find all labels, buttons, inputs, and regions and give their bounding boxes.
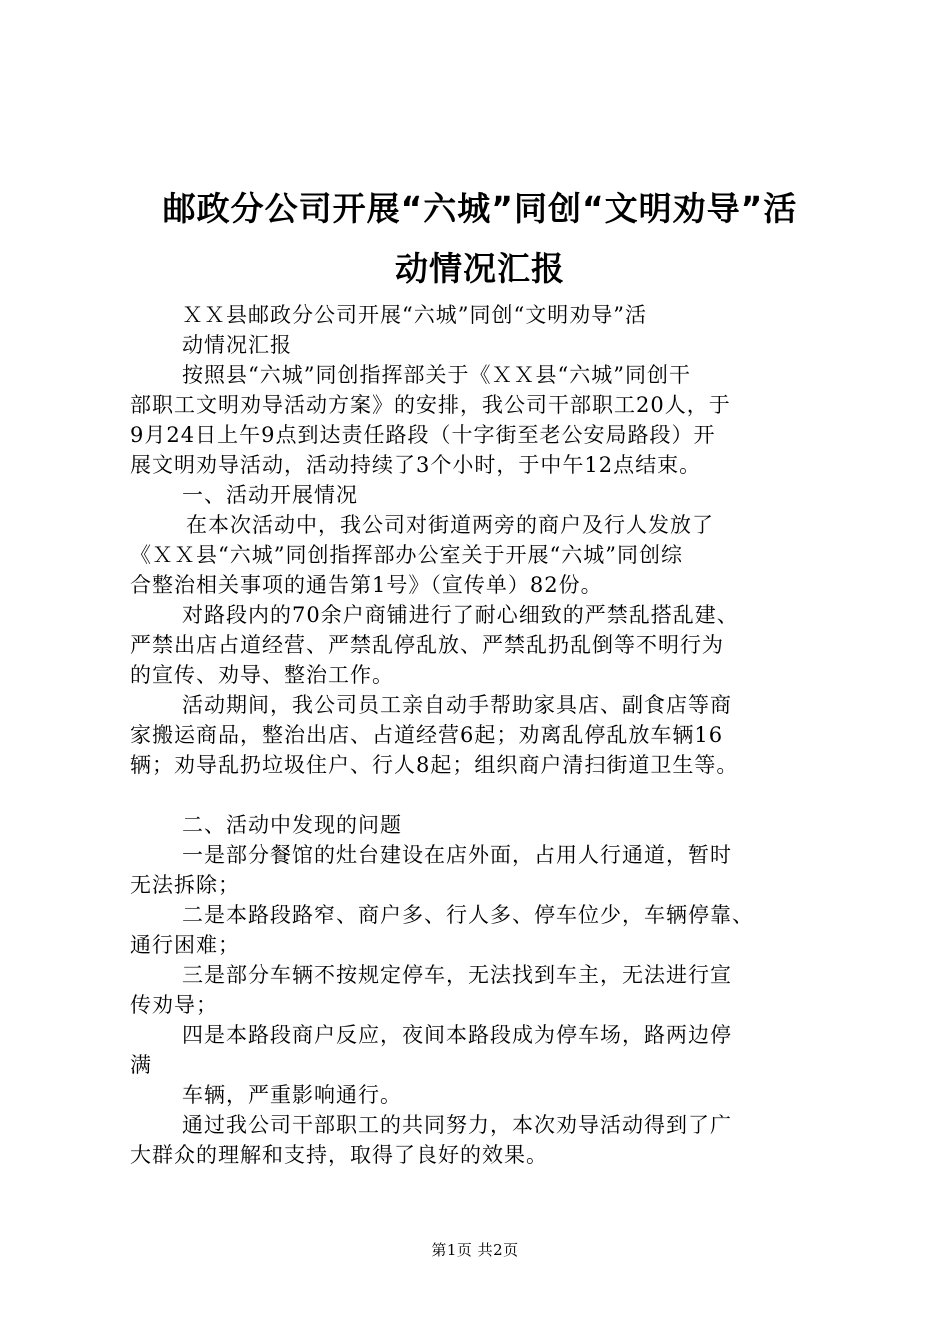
paragraph-line: 在本次活动中，我公司对街道两旁的商户及行人发放了 bbox=[186, 513, 714, 537]
paragraph-line: 通行困难； bbox=[130, 933, 240, 957]
paragraph-line: 车辆，严重影响通行。 bbox=[182, 1083, 402, 1107]
paragraph-line: 9月24日上午9点到达责任路段（十字街至老公安局路段）开 bbox=[130, 423, 716, 447]
paragraph-line: 活动期间，我公司员工亲自动手帮助家具店、副食店等商 bbox=[182, 693, 732, 717]
page-number-footer: 第1页 共2页 bbox=[431, 1241, 519, 1259]
paragraph-line: 家搬运商品，整治出店、占道经营6起；劝离乱停乱放车辆16 bbox=[130, 723, 724, 747]
paragraph-line: 满 bbox=[130, 1053, 152, 1077]
paragraph-line: 二是本路段路窄、商户多、行人多、停车位少，车辆停靠、 bbox=[182, 903, 754, 927]
paragraph-line: 严禁出店占道经营、严禁乱停乱放、严禁乱扔乱倒等不明行为 bbox=[130, 633, 724, 657]
paragraph-line: 合整治相关事项的通告第1号》（宣传单）82份。 bbox=[130, 573, 603, 597]
paragraph-line: 《ＸＸ县“六城”同创指挥部办公室关于开展“六城”同创综 bbox=[130, 543, 683, 567]
paragraph-line: 四是本路段商户反应，夜间本路段成为停车场，路两边停 bbox=[182, 1023, 732, 1047]
paragraph-line: 一是部分餐馆的灶台建设在店外面，占用人行通道，暂时 bbox=[182, 843, 732, 867]
paragraph-line: 辆；劝导乱扔垃圾住户、行人8起；组织商户清扫街道卫生等。 bbox=[130, 753, 739, 777]
document-body bbox=[130, 300, 850, 1170]
paragraph-line: 大群众的理解和支持，取得了良好的效果。 bbox=[130, 1143, 548, 1167]
paragraph-line: 传劝导； bbox=[130, 993, 218, 1017]
blank-line bbox=[130, 780, 850, 810]
subtitle-line: 动情况汇报 bbox=[182, 333, 292, 357]
paragraph-line: 展文明劝导活动，活动持续了3个小时，于中午12点结束。 bbox=[130, 453, 702, 477]
paragraph-line: 三是部分车辆不按规定停车，无法找到车主，无法进行宣 bbox=[182, 963, 732, 987]
paragraph-line: 的宣传、劝导、整治工作。 bbox=[130, 663, 394, 687]
paragraph-line: 无法拆除； bbox=[130, 873, 240, 897]
paragraph-line: 对路段内的70余户商铺进行了耐心细致的严禁乱搭乱建、 bbox=[182, 603, 739, 627]
paragraph-line: 按照县“六城”同创指挥部关于《ＸＸ县“六城”同创干 bbox=[182, 363, 691, 387]
section-heading: 一、活动开展情况 bbox=[182, 483, 358, 507]
document-title-line-2: 动情况汇报 bbox=[395, 249, 565, 288]
document-title-line-1: 邮政分公司开展“六城”同创“文明劝导”活 bbox=[162, 189, 798, 228]
paragraph-line: 通过我公司干部职工的共同努力，本次劝导活动得到了广 bbox=[182, 1113, 732, 1137]
paragraph-line: 部职工文明劝导活动方案》的安排，我公司干部职工20人，于 bbox=[130, 393, 731, 417]
section-heading: 二、活动中发现的问题 bbox=[182, 813, 402, 837]
subtitle-line: ＸＸ县邮政分公司开展“六城”同创“文明劝导”活 bbox=[182, 303, 647, 327]
